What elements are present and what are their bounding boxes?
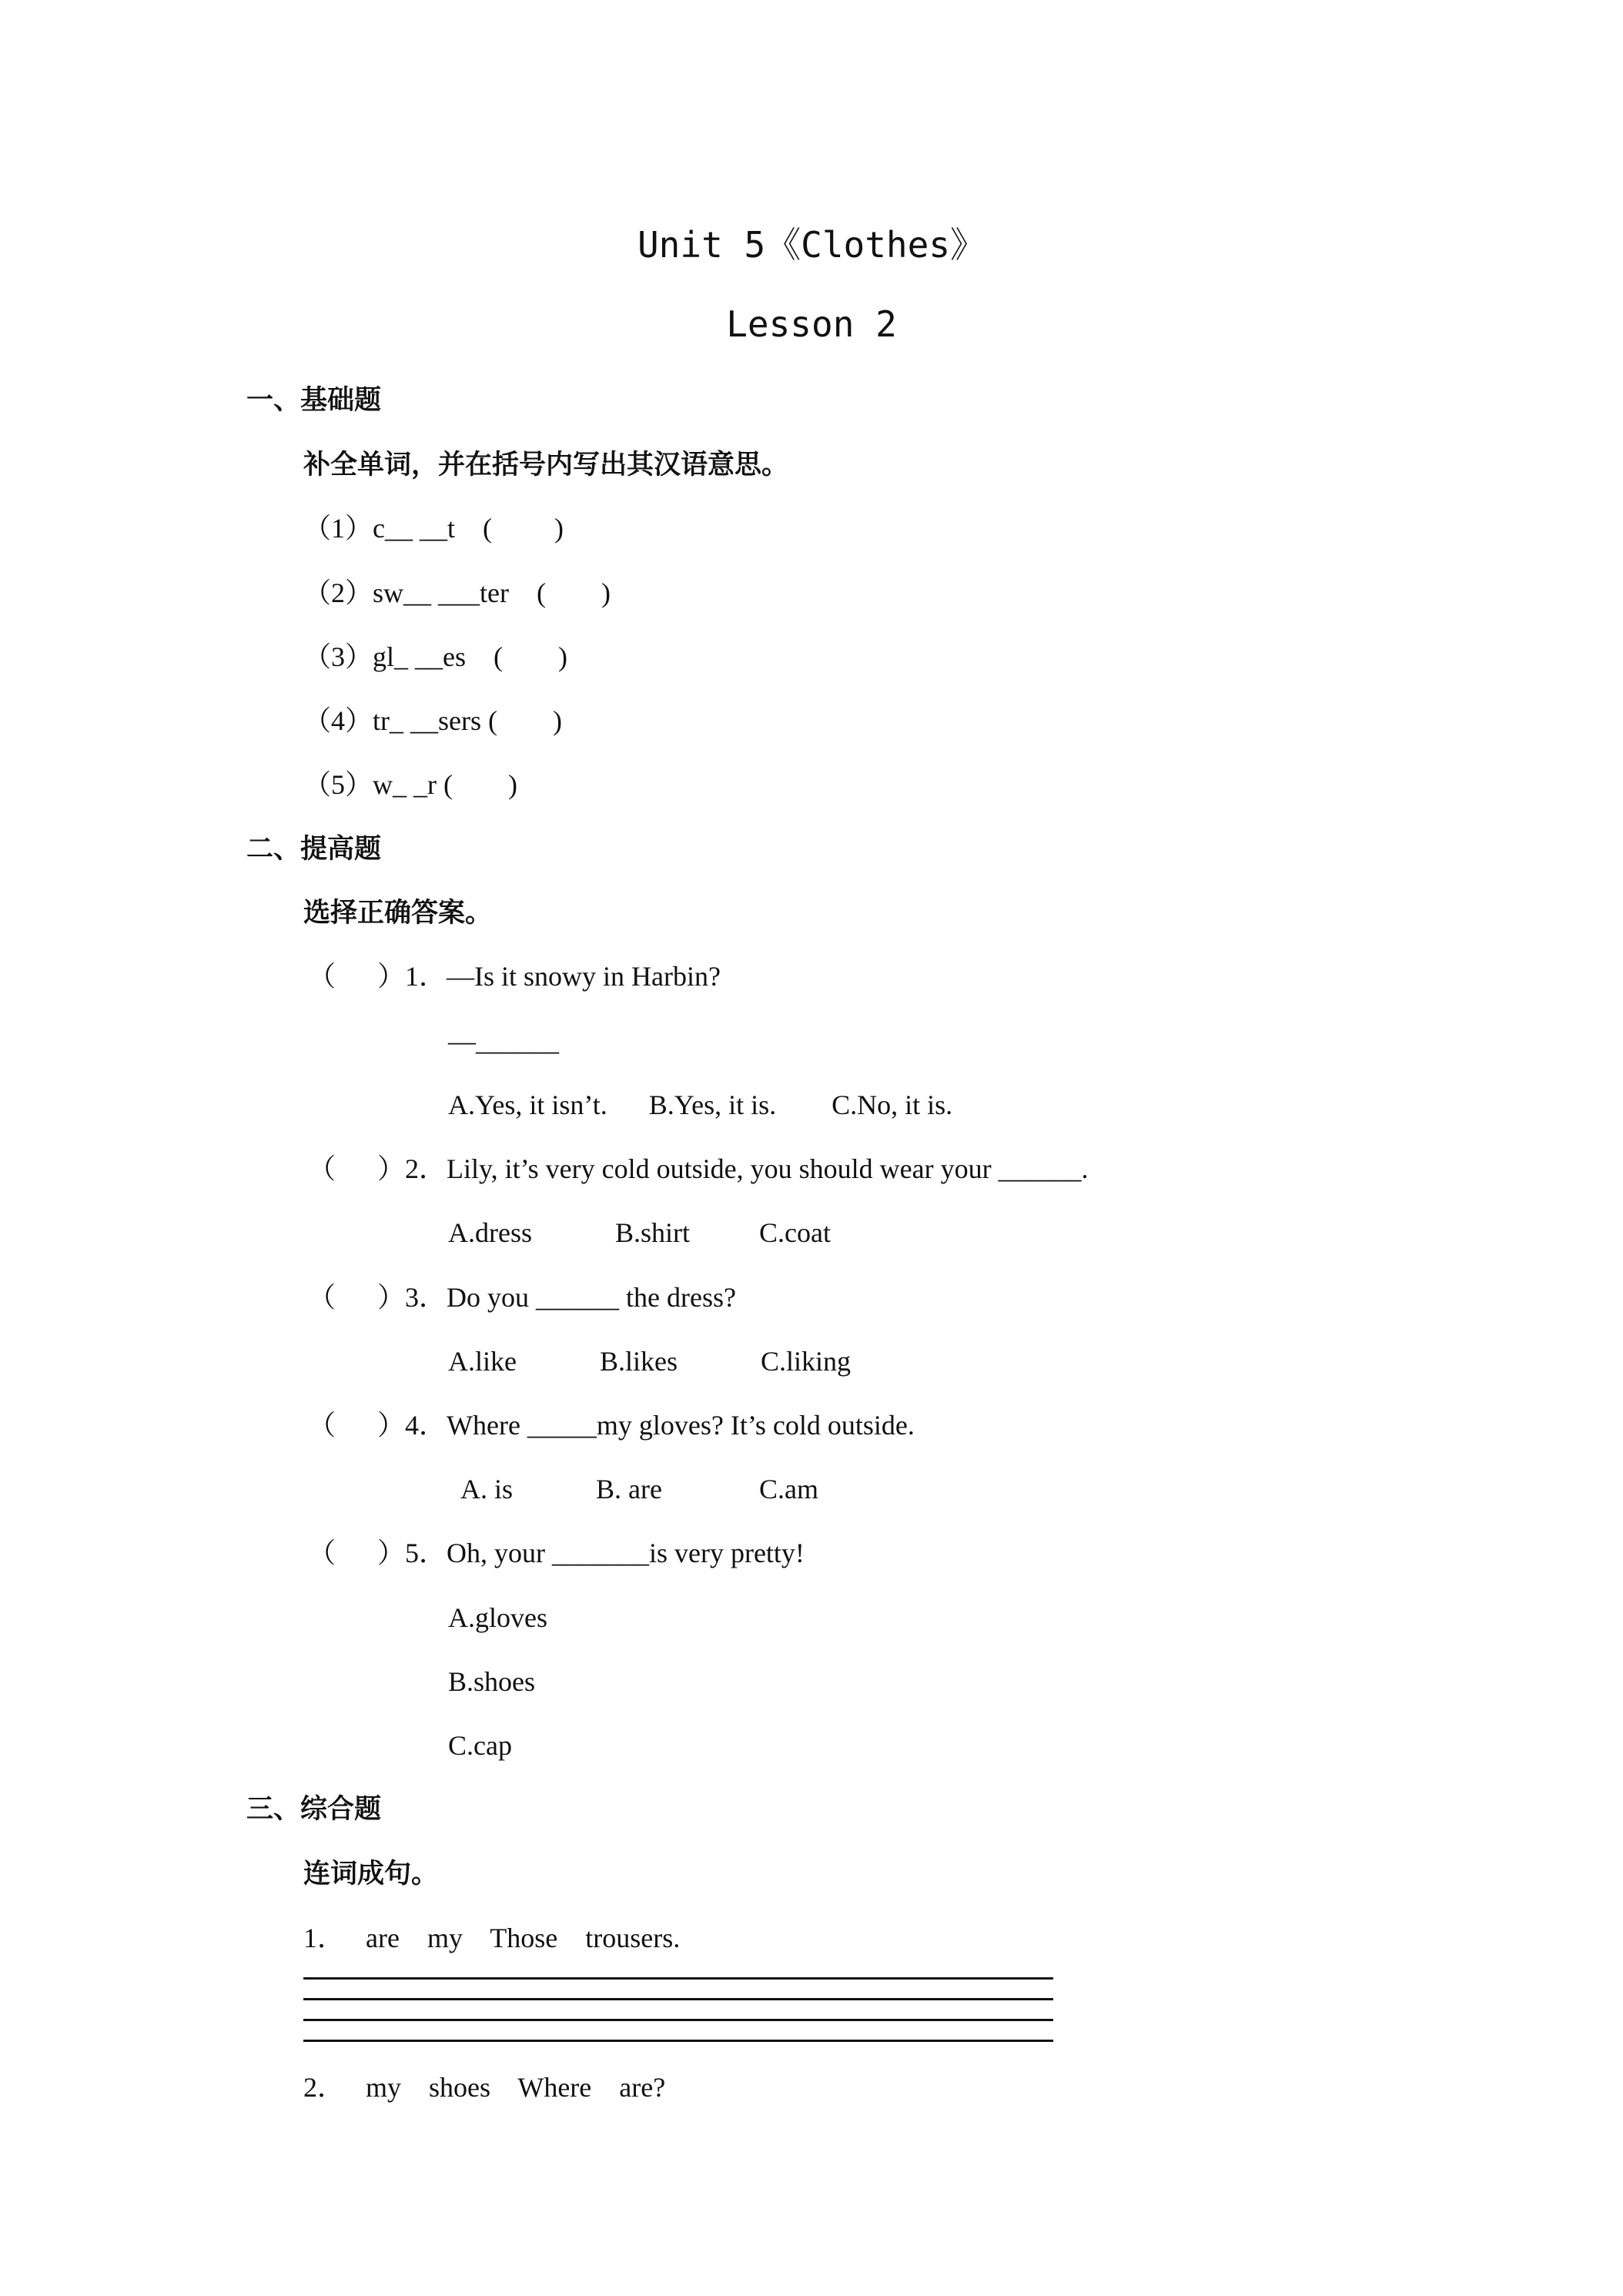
word-item: （5）w_ _r ( )	[303, 769, 517, 800]
question-stem: （ ）4．Where _____my gloves? It’s cold outside.	[308, 1410, 915, 1441]
sentence-item: 2． my shoes Where are?	[303, 2072, 666, 2103]
section-heading-basic: 一、基础题	[246, 385, 382, 416]
question-stem: （ ）5．Oh, your _______is very pretty!	[308, 1538, 805, 1568]
answer-blank: —______	[448, 1026, 559, 1056]
page-title: Unit 5《Clothes》	[637, 224, 986, 266]
word-item: （2）sw__ ___ter ( )	[303, 577, 611, 608]
answer-options: A. is B. are C.am	[448, 1474, 818, 1504]
answer-option: B.shoes	[448, 1666, 536, 1697]
writing-line	[303, 1977, 1053, 1980]
writing-line	[303, 1998, 1053, 2000]
answer-options: A.dress B.shirt C.coat	[448, 1217, 831, 1248]
writing-line	[303, 2040, 1053, 2042]
answer-options: A.Yes, it isn’t. B.Yes, it is. C.No, it is.	[448, 1089, 953, 1120]
section-instruction-comprehensive: 连词成句。	[303, 1859, 439, 1889]
question-stem: （ ）2．Lily, it’s very cold outside, you should wear your ______.	[308, 1153, 1089, 1184]
answer-option: C.cap	[448, 1730, 512, 1761]
word-item: （4）tr_ __sers ( )	[303, 705, 562, 736]
word-item: （3）gl_ __es ( )	[303, 641, 567, 672]
answer-options: A.like B.likes C.liking	[448, 1346, 852, 1377]
section-instruction-basic: 补全单词，并在括号内写出其汉语意思。	[303, 450, 789, 480]
sentence-item: 1． are my Those trousers.	[303, 1923, 681, 1953]
section-heading-advanced: 二、提高题	[246, 834, 382, 865]
section-heading-comprehensive: 三、综合题	[246, 1794, 382, 1825]
answer-option: A.gloves	[448, 1602, 547, 1633]
writing-line	[303, 2019, 1053, 2021]
section-instruction-advanced: 选择正确答案。	[303, 898, 493, 929]
question-stem: （ ）3．Do you ______ the dress?	[308, 1282, 736, 1313]
lesson-title: Lesson 2	[726, 303, 897, 345]
question-stem: （ ）1．—Is it snowy in Harbin?	[308, 961, 721, 992]
word-item: （1）c__ __t ( )	[303, 513, 564, 544]
